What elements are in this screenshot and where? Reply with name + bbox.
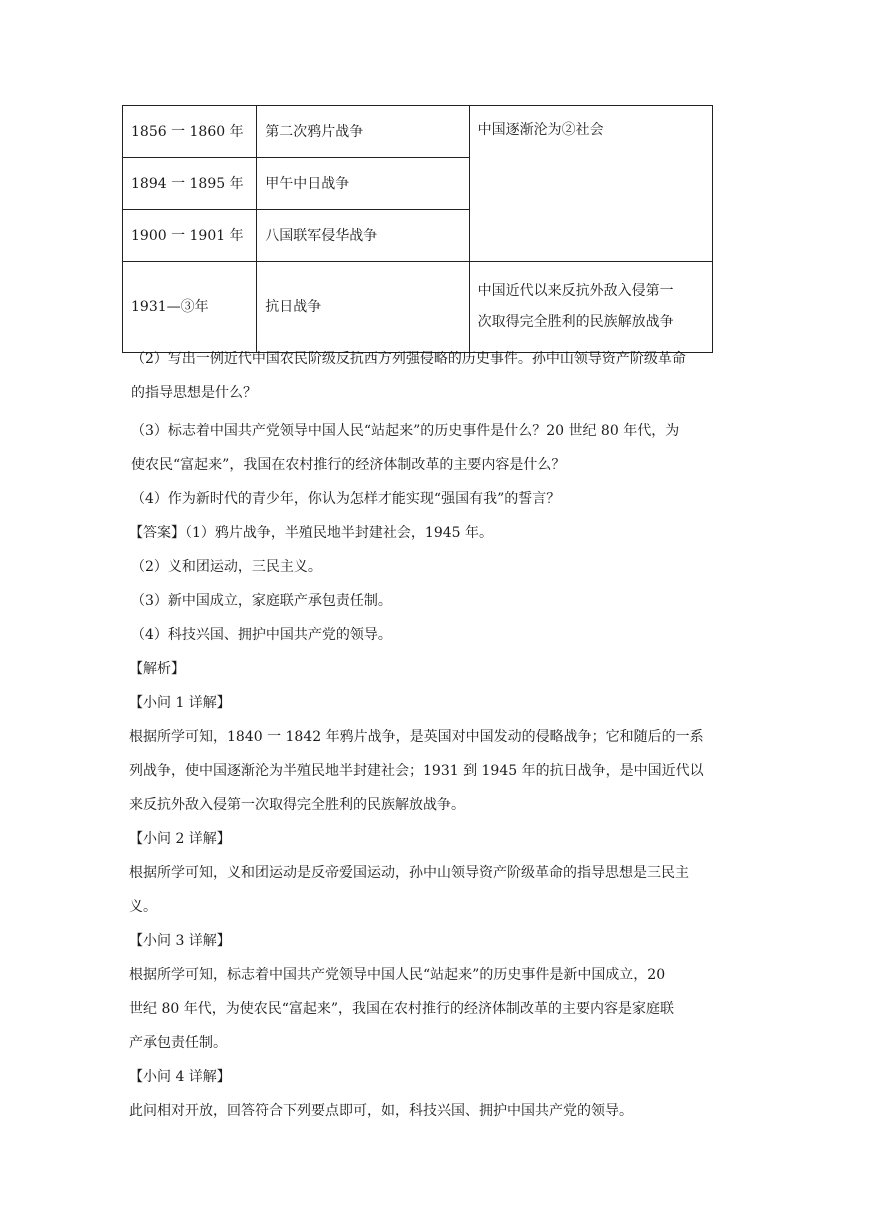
history-table [122, 105, 713, 353]
sub-question-3-heading: 【小问 3 详解】 [129, 933, 231, 949]
question-2-line: 的指导思想是什么？ [131, 385, 257, 401]
sub-question-4-heading: 【小问 4 详解】 [129, 1069, 231, 1085]
question-2-line: （2）写出一例近代中国农民阶级反抗西方列强侵略的历史事件。孙中山领导资产阶级革命 [131, 351, 686, 367]
result-cell [469, 262, 712, 353]
period-cell: 1931—③年 [123, 262, 257, 353]
sub-question-1-heading: 【小问 1 详解】 [129, 695, 231, 711]
question-3-line: （3）标志着中国共产党领导中国人民“站起来”的历史事件是什么？20 世纪 80 年代，为 [131, 423, 680, 439]
event-cell: 抗日战争 [257, 262, 469, 353]
answer-2: （2）义和团运动，三民主义。 [131, 559, 322, 575]
event-cell: 八国联军侵华战争 [257, 210, 469, 262]
period-cell: 1856 一 1860 年 [123, 106, 257, 158]
result-line: 次取得完全胜利的民族解放战争 [477, 314, 674, 330]
analysis-heading: 【解析】 [129, 661, 185, 677]
event-cell: 第二次鸦片战争 [257, 106, 469, 158]
sub-question-2-heading: 【小问 2 详解】 [129, 831, 231, 847]
answer-3: （3）新中国成立，家庭联产承包责任制。 [131, 593, 392, 609]
period-cell: 1900 一 1901 年 [123, 210, 257, 262]
table-row [123, 262, 713, 353]
question-4: （4）作为新时代的青少年，你认为怎样才能实现“强国有我”的誓言？ [131, 491, 561, 507]
answer-4: （4）科技兴国、拥护中国共产党的领导。 [131, 627, 392, 643]
table-row [123, 106, 713, 158]
analysis-2-line: 根据所学可知，义和团运动是反帝爱国运动，孙中山领导资产阶级革命的指导思想是三民主 [129, 865, 689, 881]
analysis-3-line: 根据所学可知，标志着中国共产党领导中国人民“站起来”的历史事件是新中国成立，20 [129, 967, 666, 983]
analysis-1-line: 来反抗外敌入侵第一次取得完全胜利的民族解放战争。 [129, 797, 465, 813]
result-line: 中国近代以来反抗外敌入侵第一 [477, 283, 674, 299]
period-cell: 1894 一 1895 年 [123, 158, 257, 210]
analysis-2-line: 义。 [129, 899, 157, 915]
analysis-1-line: 列战争，使中国逐渐沦为半殖民地半封建社会；1931 到 1945 年的抗日战争，是中国近代以 [129, 763, 704, 779]
analysis-4-line: 此问相对开放，回答符合下列要点即可，如，科技兴国、拥护中国共产党的领导。 [129, 1103, 633, 1119]
event-cell: 甲午中日战争 [257, 158, 469, 210]
analysis-1-line: 根据所学可知，1840 一 1842 年鸦片战争，是英国对中国发动的侵略战争；它和随后的一系 [129, 729, 704, 745]
analysis-3-line: 世纪 80 年代，为使农民“富起来”，我国在农村推行的经济体制改革的主要内容是家庭联 [129, 1001, 675, 1017]
question-3-line: 使农民“富起来”，我国在农村推行的经济体制改革的主要内容是什么？ [131, 457, 566, 473]
result-cell-merged: 中国逐渐沦为②社会 [469, 106, 712, 262]
analysis-3-line: 产承包责任制。 [129, 1035, 227, 1051]
answer-1: 【答案】（1）鸦片战争，半殖民地半封建社会，1945 年。 [129, 525, 493, 541]
